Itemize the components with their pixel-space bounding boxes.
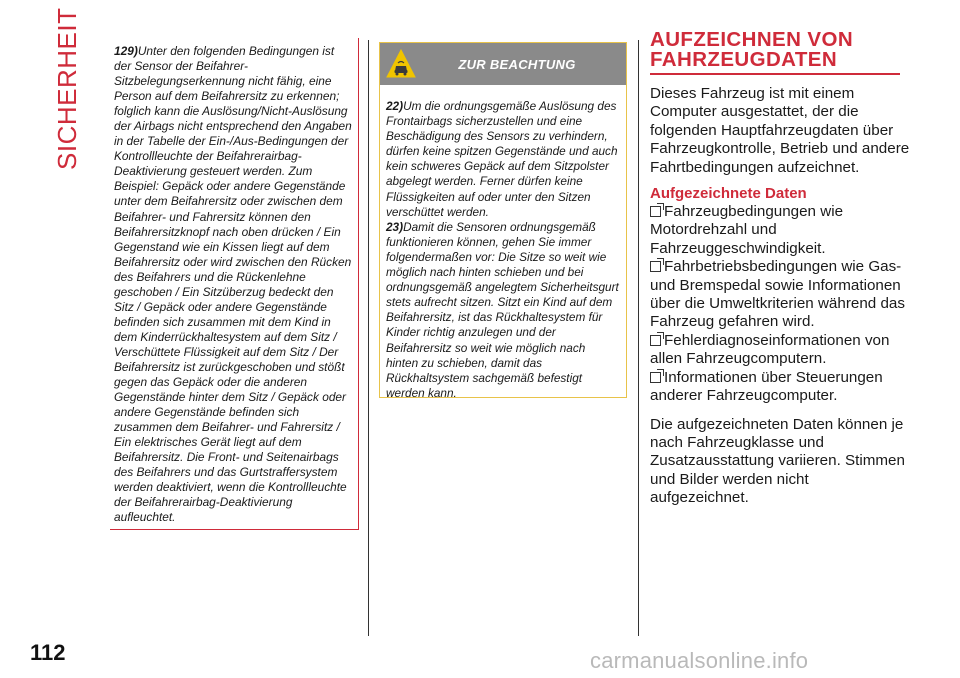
- list-item: [650, 258, 910, 332]
- section-title: [52, 7, 82, 170]
- bullet-box-icon: [650, 261, 661, 272]
- list-item-text: Fahrzeugbedingungen wie Motordrehzahl und Fahrzeuggeschwindigkeit.: [650, 203, 844, 257]
- note-129-box: [110, 38, 359, 530]
- list-item-text: Fehlerdiagnoseinformationen von allen Fahrzeugcomputern.: [650, 331, 890, 368]
- recorded-data-heading: Aufgezeichnete Daten: [650, 185, 807, 203]
- list-item: [650, 203, 910, 258]
- bullet-box-icon: [650, 206, 661, 217]
- closing-paragraph: Die aufgezeichneten Daten können je nach Fahrzeugklasse und Zusatzausstattung variieren. Stimmen und Bilder werden nicht aufgezeichnet.: [650, 415, 905, 507]
- note-23-number: 23): [386, 219, 404, 234]
- intro-paragraph: Dieses Fahrzeug ist mit einem Computer ausgestattet, der die folgenden Hauptfahrzeugdaten über Fahrzeugkontrolle, Betrieb und andere Fahrtbedingungen aufzeichnet.: [650, 85, 910, 176]
- column-divider-2: [638, 40, 639, 636]
- note-22-number: 22): [386, 99, 404, 113]
- heading-line-1: AUFZEICHNEN VON: [650, 28, 854, 51]
- heading-line-2: FAHRZEUGDATEN: [650, 48, 838, 71]
- section-heading: [650, 30, 900, 75]
- attention-body: [380, 85, 626, 401]
- attention-title: ZUR BEACHTUNG: [458, 57, 576, 72]
- section-title-text: SICHERHEIT: [52, 7, 82, 170]
- column-divider-1: [368, 40, 369, 636]
- attention-header: [380, 43, 626, 85]
- list-item: [650, 369, 910, 406]
- note-22-text: Um die ordnungsgemäße Auslösung des Frontairbags sicherzustellen und eine Beschädigung des Sensors zu verhindern, dürfen keine spitzen Gegenstände und auch kein schweres Gepäck auf dem Sitzpolster abgelegt werden. Ferner dürfen keine Flüssigkeiten auf oder unter den Sitzen verschüttet werden.: [386, 99, 618, 219]
- bullet-box-icon: [650, 335, 661, 346]
- note-text: Unter den folgenden Bedingungen ist der Sensor der Beifahrer-Sitzbelegungserkennung nicht fähig, eine Person auf dem Beifahrersitz zu erkennen; folglich kann die Auslösung/Nicht-Auslösung der Airbags nicht entsprechend den Angaben in der Tabelle der Ein-/Aus-Bedingungen der Kontrollleuchte der Beifahrerairbag-Deaktivierung gesteuert werden. Zum Beispiel: Gepäck oder andere Gegenstände unter dem Beifahrersitz oder zwischen dem Beifahrer- und Fahrersitz können den Beifahrersitzknopf nach oben drücken / Ein Gegenstand wie ein Kissen liegt auf dem Beifahrersitz oder wird zwischen den Rücken des Beifahrers und die Rückenlehne geschoben / Ein Sitzüberzug bedeckt den Sitz / Gepäck oder andere Gegenstände befinden sich zusammen mit dem Kind in dem Kinderrückhaltesystem auf dem Sitz / Verschüttete Flüssigkeit auf dem Sitz / Der Beifahrersitz ist zurückgeschoben und stößt gegen das Gepäck oder die anderen Gegenstände hinter dem Sitz / Gepäck oder andere Gegenstände befinden sich zusammen dem Beifahrer- und Fahrersitz / Ein elektrisches Gerät liegt auf dem Beifahrersitz. Die Front- und Seitenairbags des Beifahrers und das Gurtstraffersystem werden deaktiviert, wenn die Kontrollleuchte der Beifahrerairbag-Deaktivierung aufleuchtet.: [114, 44, 352, 525]
- list-item: [650, 332, 910, 369]
- vehicle-data-section: [650, 30, 910, 508]
- list-item-text: Informationen über Steuerungen anderer Fahrzeugcomputer.: [650, 368, 883, 405]
- bullet-box-icon: [650, 372, 661, 383]
- page-number: 112: [30, 640, 66, 665]
- attention-box: [379, 42, 627, 398]
- note-23: [386, 220, 620, 401]
- watermark: carmanualsonline.info: [590, 648, 809, 673]
- note-22: [386, 99, 620, 220]
- list-item-text: Fahrbetriebsbedingungen wie Gas- und Bremspedal sowie Informationen über die Umweltkriterien während das Fahrzeug gefahren wird.: [650, 258, 905, 331]
- note-number: 129): [114, 44, 138, 58]
- note-23-text: Damit die Sensoren ordnungsgemäß funktionieren können, gehen Sie immer folgendermaßen vor: Die Sitze so weit wie möglich nach hinten schieben und bei ordnungsgemäß angelegtem Sicherheitsgurt stets aufrecht sitzen. Sitzt ein Kind auf dem Beifahrersitz, ist das Rückhaltesystem für Kinder richtig anzulegen und der Beifahrersitz so weit wie möglich nach hinten zu schieben, damit das Rückhaltsystem sachgemäß befestigt werden kann.: [386, 219, 619, 400]
